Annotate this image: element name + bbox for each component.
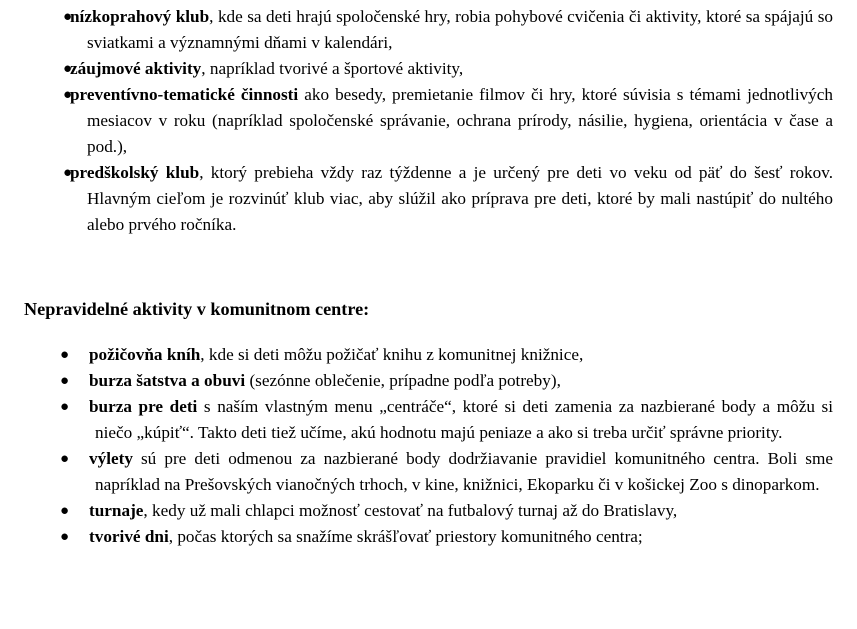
item-text: s naším vlastným menu „centráče“, ktoré si deti zamenia za nazbierané body a môžu si niečo „kúpiť“. Takto deti tiež učíme, akú hodnotu majú peniaze a ako si treba určiť správne priority.: [95, 397, 834, 442]
item-text: (sezónne oblečenie, prípadne podľa potreby),: [245, 371, 561, 390]
item-text: sú pre deti odmenou za nazbierané body dodržiavanie pravidiel komunitného centra. Boli sme napríklad na Prešovských vianočných trhoch, v kine, knižnici, Ekoparku či v košickej Zoo s dinoparkom.: [95, 449, 833, 494]
bullet-icon: ●: [60, 399, 70, 415]
item-title: požičovňa kníh: [89, 345, 201, 364]
bullet-icon: ●: [63, 87, 73, 103]
item-title: burza pre deti: [89, 397, 198, 416]
bullet-icon: ●: [63, 9, 73, 25]
list-item: [0, 498, 857, 524]
bullet-icon: ●: [60, 373, 70, 389]
list-item: [0, 342, 857, 368]
list-item: [0, 160, 857, 238]
item-text: , napríklad tvorivé a športové aktivity,: [201, 59, 464, 78]
item-title: záujmové aktivity: [70, 59, 202, 78]
item-title: nízkoprahový klub: [70, 7, 210, 26]
item-title: výlety: [89, 449, 133, 468]
bullet-icon: ●: [63, 165, 73, 181]
list-item: [0, 4, 857, 56]
item-text: , počas ktorých sa snažíme skrášľovať priestory komunitného centra;: [168, 527, 643, 546]
item-title: tvorivé dni: [89, 527, 169, 546]
irregular-activities-list: [0, 342, 857, 550]
item-text: , kde sa deti hrajú spoločenské hry, robia pohybové cvičenia či aktivity, ktoré sa spájajú so sviatkami a významnými dňami v kalendári,: [87, 7, 833, 52]
item-text: , kde si deti môžu požičať knihu z komunitnej knižnice,: [200, 345, 584, 364]
list-item: [0, 56, 857, 82]
section-heading: Nepravidelné aktivity v komunitnom centre:: [24, 299, 370, 319]
item-title: predškolský klub: [70, 163, 200, 182]
bullet-icon: ●: [60, 529, 70, 545]
bullet-icon: ●: [63, 61, 73, 77]
list-item: [0, 82, 857, 160]
item-title: burza šatstva a obuvi: [89, 371, 246, 390]
list-item: [0, 524, 857, 550]
item-text: , ktorý prebieha vždy raz týždenne a je určený pre deti vo veku od päť do šesť rokov. Hlavným cieľom je rozvinúť klub viac, aby slúžil ako príprava pre deti, ktoré by mali nastúpiť do nultého alebo prvého ročníka.: [87, 163, 833, 234]
list-item: [0, 446, 857, 498]
regular-activities-list: [0, 4, 857, 238]
item-text: , kedy už mali chlapci možnosť cestovať na futbalový turnaj až do Bratislavy,: [143, 501, 678, 520]
item-title: preventívno-tematické činnosti: [70, 85, 299, 104]
list-item: [0, 368, 857, 394]
bullet-icon: ●: [60, 503, 70, 519]
list-item: [0, 394, 857, 446]
bullet-icon: ●: [60, 347, 70, 363]
bullet-icon: ●: [60, 451, 70, 467]
item-text: ako besedy, premietanie filmov či hry, ktoré súvisia s témami jednotlivých mesiacov v roku (napríklad spoločenské správanie, ochrana prírody, násilie, hygiena, orientácia v čase a pod.),: [87, 85, 834, 156]
item-title: turnaje: [89, 501, 144, 520]
